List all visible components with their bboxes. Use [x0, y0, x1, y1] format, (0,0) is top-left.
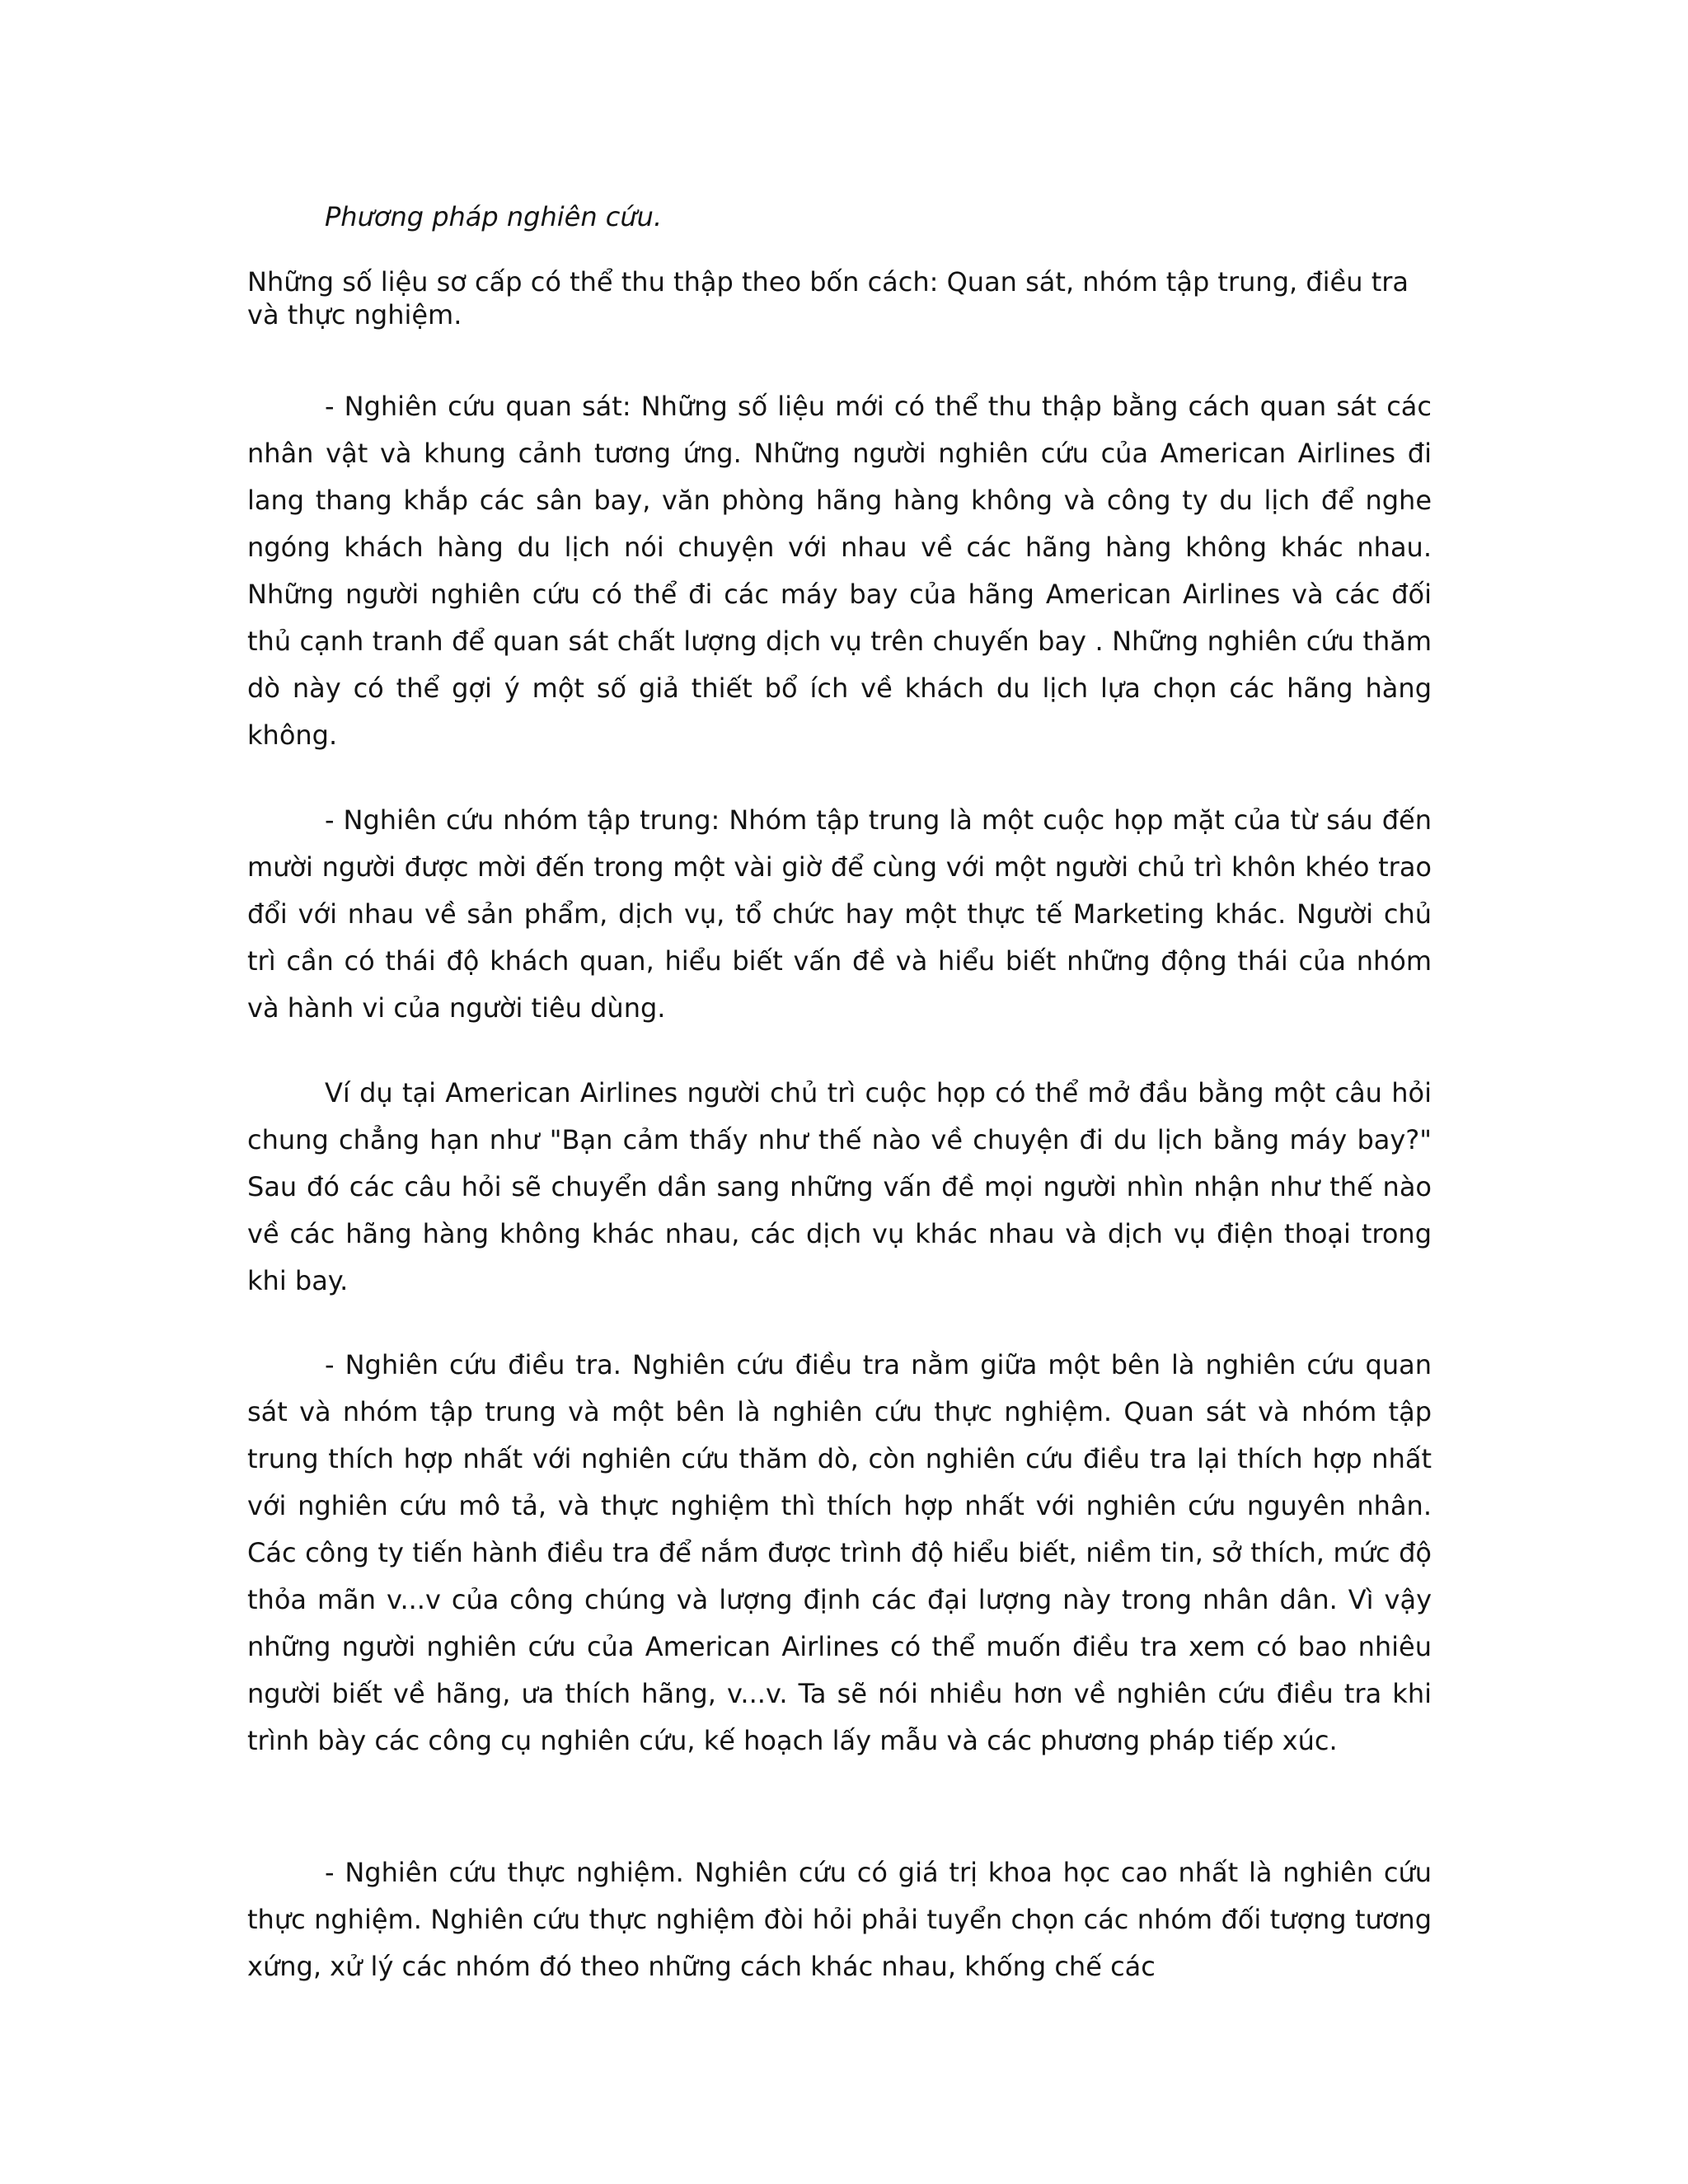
paragraph-experimental-research: - Nghiên cứu thực nghiệm. Nghiên cứu có giá trị khoa học cao nhất là nghiên cứu thực nghiệm. Nghiên cứu thực nghiệm đòi hỏi phải tuyển chọn các nhóm đối tượng tương xứng, xử lý các nhóm đó theo những cách khác nhau, khống chế các [247, 1857, 1432, 1982]
paragraph-observation-research: - Nghiên cứu quan sát: Những số liệu mới có thể thu thập bằng cách quan sát các nhân vật và khung cảnh tương ứng. Những người nghiên cứu của American Airlines đi lang thang khắp các sân bay, văn phòng hãng hàng không và công ty du lịch để nghe ngóng khách hàng du lịch nói chuyện với nhau về các hãng hàng không khác nhau. Những người nghiên cứu có thể đi các máy bay của hãng American Airlines và các đối thủ cạnh tranh để quan sát chất lượng dịch vụ trên chuyến bay . Những nghiên cứu thăm dò này có thể gợi ý một số giả thiết bổ ích về khách du lịch lựa chọn các hãng hàng không. [247, 391, 1432, 751]
section-heading: Phương pháp nghiên cứu. [325, 201, 663, 232]
paragraph-focus-group-research: - Nghiên cứu nhóm tập trung: Nhóm tập trung là một cuộc họp mặt của từ sáu đến mười người được mời đến trong một vài giờ để cùng với một người chủ trì khôn khéo trao đổi với nhau về sản phẩm, dịch vụ, tổ chức hay một thực tế Marketing khác. Người chủ trì cần có thái độ khách quan, hiểu biết vấn đề và hiểu biết những động thái của nhóm và hành vi của người tiêu dùng. [247, 804, 1432, 1024]
paragraph-american-airlines-example: Ví dụ tại American Airlines người chủ trì cuộc họp có thể mở đầu bằng một câu hỏi chung chẳng hạn như "Bạn cảm thấy như thế nào về chuyện đi du lịch bằng máy bay?" Sau đó các câu hỏi sẽ chuyển dần sang những vấn đề mọi người nhìn nhận như thế nào về các hãng hàng không khác nhau, các dịch vụ khác nhau và dịch vụ điện thoại trong khi bay. [247, 1077, 1432, 1296]
paragraph-survey-research: - Nghiên cứu điều tra. Nghiên cứu điều tra nằm giữa một bên là nghiên cứu quan sát và nhóm tập trung và một bên là nghiên cứu thực nghiệm. Quan sát và nhóm tập trung thích hợp nhất với nghiên cứu thăm dò, còn nghiên cứu điều tra lại thích hợp nhất với nghiên cứu mô tả, và thực nghiệm thì thích hợp nhất với nghiên cứu nguyên nhân. Các công ty tiến hành điều tra để nắm được trình độ hiểu biết, niềm tin, sở thích, mức độ thỏa mãn v...v của công chúng và lượng định các đại lượng này trong nhân dân. Vì vậy những người nghiên cứu của American Airlines có thể muốn điều tra xem có bao nhiêu người biết về hãng, ưa thích hãng, v...v. Ta sẽ nói nhiều hơn về nghiên cứu điều tra khi trình bày các công cụ nghiên cứu, kế hoạch lấy mẫu và các phương pháp tiếp xúc. [247, 1349, 1432, 1756]
intro-paragraph: Những số liệu sơ cấp có thể thu thập theo bốn cách: Quan sát, nhóm tập trung, điều tra và thực nghiệm. [247, 266, 1409, 330]
